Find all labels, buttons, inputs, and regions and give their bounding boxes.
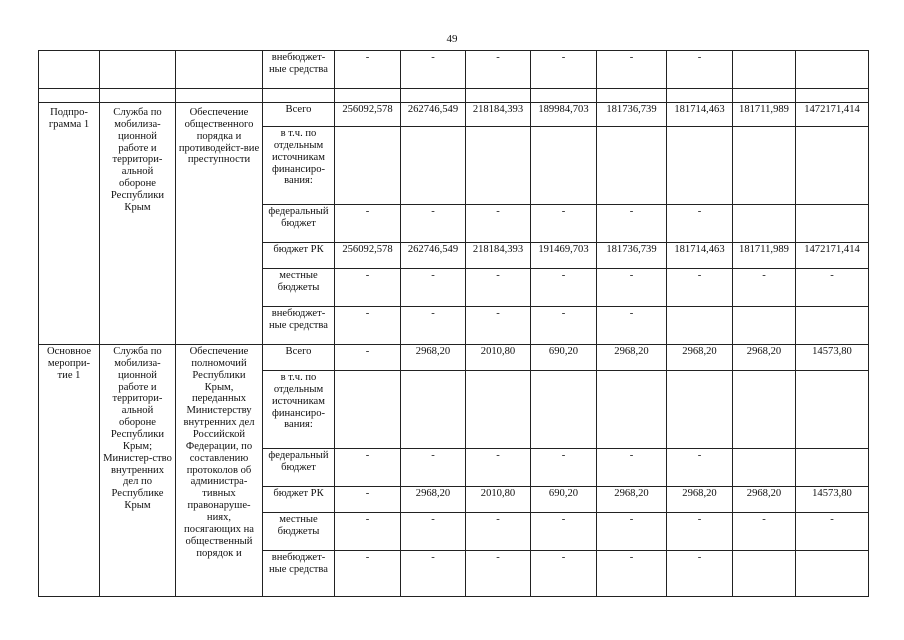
value-cell <box>733 51 796 89</box>
source-cell: в т.ч. по отдельным источникам финансиро-вания: <box>263 371 335 449</box>
source-cell: внебюджет-ные средства <box>263 51 335 89</box>
value-cell: 189984,703 <box>531 103 597 127</box>
value-cell: 2968,20 <box>597 487 667 513</box>
value-cell: - <box>531 449 597 487</box>
value-cell: - <box>335 487 401 513</box>
value-cell <box>796 127 869 205</box>
value-cell: - <box>335 269 401 307</box>
value-cell: - <box>335 307 401 345</box>
value-cell <box>796 307 869 345</box>
value-cell: - <box>597 551 667 597</box>
value-cell: - <box>401 551 466 597</box>
table-row <box>39 103 869 127</box>
value-cell: - <box>401 513 466 551</box>
source-cell: бюджет РК <box>263 487 335 513</box>
source-cell: федеральный бюджет <box>263 449 335 487</box>
value-cell: - <box>401 205 466 243</box>
value-cell <box>796 205 869 243</box>
value-cell: - <box>597 307 667 345</box>
value-cell: 256092,578 <box>335 103 401 127</box>
table-row <box>39 345 869 371</box>
value-cell: 181711,989 <box>733 103 796 127</box>
value-cell: 2968,20 <box>733 345 796 371</box>
value-cell: - <box>531 551 597 597</box>
value-cell: - <box>796 269 869 307</box>
value-cell: - <box>597 51 667 89</box>
value-cell: - <box>733 269 796 307</box>
value-cell <box>796 371 869 449</box>
value-cell: 690,20 <box>531 345 597 371</box>
value-cell <box>466 371 531 449</box>
value-cell: - <box>335 551 401 597</box>
activity-name-cell: Обеспечение общественного порядка и противодейст-вие преступности <box>176 103 263 345</box>
value-cell: - <box>401 269 466 307</box>
page-number: 49 <box>446 33 458 45</box>
source-cell: внебюджет-ные средства <box>263 307 335 345</box>
value-cell: - <box>466 449 531 487</box>
value-cell: 181736,739 <box>597 103 667 127</box>
activity-name-cell: Обеспечение полномочий Республики Крым, переданных Министерству внутренних дел Российской Федерации, по составлению протоколов об администра-тивных правонаруше-ниях, посягающих на общественный порядок и <box>176 345 263 597</box>
value-cell: 2968,20 <box>401 345 466 371</box>
value-cell: - <box>796 513 869 551</box>
source-cell: в т.ч. по отдельным источникам финансиро-вания: <box>263 127 335 205</box>
value-cell <box>733 205 796 243</box>
value-cell: - <box>401 307 466 345</box>
value-cell: - <box>531 269 597 307</box>
value-cell <box>733 127 796 205</box>
value-cell: 2968,20 <box>733 487 796 513</box>
value-cell <box>531 127 597 205</box>
value-cell <box>401 371 466 449</box>
value-cell: - <box>335 513 401 551</box>
value-cell <box>796 51 869 89</box>
value-cell <box>667 371 733 449</box>
value-cell: 262746,549 <box>401 103 466 127</box>
table-row <box>39 89 869 103</box>
value-cell: 218184,393 <box>466 103 531 127</box>
value-cell: - <box>335 51 401 89</box>
value-cell: - <box>466 205 531 243</box>
value-cell <box>667 127 733 205</box>
value-cell: - <box>597 449 667 487</box>
value-cell: 2968,20 <box>401 487 466 513</box>
source-cell: Всего <box>263 345 335 371</box>
value-cell: - <box>531 307 597 345</box>
value-cell: - <box>733 513 796 551</box>
value-cell: - <box>667 51 733 89</box>
value-cell: - <box>597 269 667 307</box>
value-cell: - <box>401 449 466 487</box>
value-cell <box>796 449 869 487</box>
value-cell <box>335 127 401 205</box>
value-cell: 181736,739 <box>597 243 667 269</box>
value-cell <box>335 371 401 449</box>
table-row <box>39 51 869 89</box>
value-cell: - <box>335 205 401 243</box>
source-cell: Всего <box>263 103 335 127</box>
value-cell: 2010,80 <box>466 487 531 513</box>
value-cell <box>466 127 531 205</box>
value-cell: 14573,80 <box>796 487 869 513</box>
value-cell: 690,20 <box>531 487 597 513</box>
value-cell: 218184,393 <box>466 243 531 269</box>
executor-cell: Служба по мобилиза-ционной работе и территори-альной обороне Республики Крым; Министер-ство внутренних дел по Республике Крым <box>100 345 176 597</box>
value-cell <box>733 449 796 487</box>
value-cell: - <box>531 513 597 551</box>
value-cell <box>733 307 796 345</box>
value-cell <box>597 371 667 449</box>
value-cell: 2968,20 <box>667 345 733 371</box>
measure-label: Основное меропри-тие 1 <box>39 345 100 597</box>
value-cell: 2968,20 <box>667 487 733 513</box>
value-cell: - <box>667 269 733 307</box>
value-cell: - <box>466 551 531 597</box>
value-cell: - <box>667 449 733 487</box>
value-cell: - <box>531 51 597 89</box>
value-cell: - <box>466 51 531 89</box>
value-cell: 191469,703 <box>531 243 597 269</box>
value-cell: - <box>466 269 531 307</box>
value-cell: - <box>667 551 733 597</box>
source-cell: бюджет РК <box>263 243 335 269</box>
value-cell: - <box>667 513 733 551</box>
value-cell: - <box>667 205 733 243</box>
value-cell: 181714,463 <box>667 103 733 127</box>
value-cell: 262746,549 <box>401 243 466 269</box>
executor-cell: Служба по мобилиза-ционной работе и территори-альной обороне Республики Крым <box>100 103 176 345</box>
value-cell: 181714,463 <box>667 243 733 269</box>
value-cell: 1472171,414 <box>796 243 869 269</box>
value-cell: 181711,989 <box>733 243 796 269</box>
source-cell: внебюджет-ные средства <box>263 551 335 597</box>
value-cell <box>733 371 796 449</box>
value-cell <box>531 371 597 449</box>
value-cell <box>401 127 466 205</box>
funding-table <box>38 50 869 597</box>
value-cell: - <box>597 513 667 551</box>
value-cell: 2968,20 <box>597 345 667 371</box>
source-cell: федеральный бюджет <box>263 205 335 243</box>
value-cell: 2010,80 <box>466 345 531 371</box>
value-cell <box>796 551 869 597</box>
subprogram-label: Подпро-грамма 1 <box>39 103 100 345</box>
value-cell <box>733 551 796 597</box>
value-cell: 14573,80 <box>796 345 869 371</box>
value-cell: - <box>466 307 531 345</box>
value-cell: 256092,578 <box>335 243 401 269</box>
source-cell: местные бюджеты <box>263 513 335 551</box>
value-cell: 1472171,414 <box>796 103 869 127</box>
value-cell: - <box>335 345 401 371</box>
value-cell <box>597 127 667 205</box>
value-cell: - <box>597 205 667 243</box>
value-cell: - <box>466 513 531 551</box>
value-cell: - <box>401 51 466 89</box>
value-cell: - <box>335 449 401 487</box>
source-cell: местные бюджеты <box>263 269 335 307</box>
value-cell <box>667 307 733 345</box>
value-cell: - <box>531 205 597 243</box>
